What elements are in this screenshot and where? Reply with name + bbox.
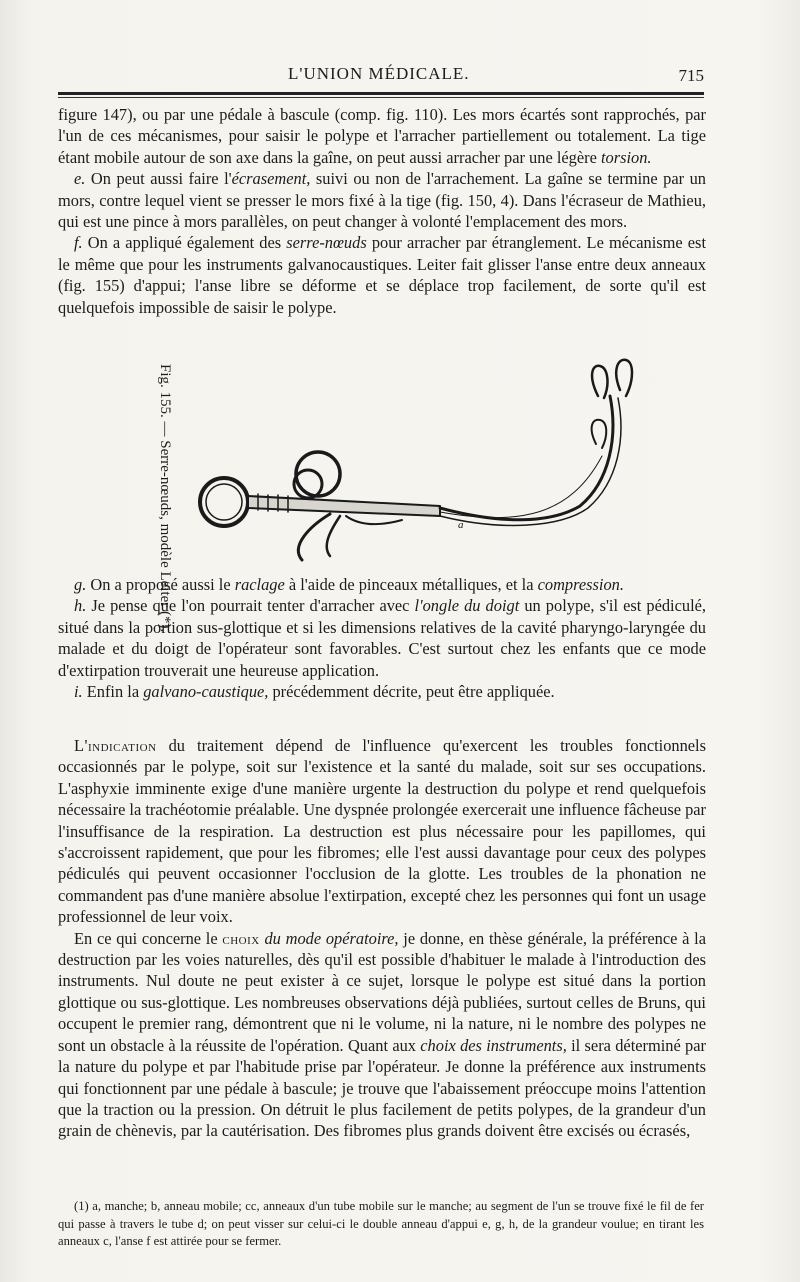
footnote [58,1198,704,1251]
page-number: 715 [678,66,704,85]
serre-noeud-drawing [140,356,700,566]
header-rule-thick [58,92,704,95]
paragraph-choix: En ce qui concerne le choix du mode opératoire, je donne, en thèse générale, la préférence à la destruction par les voies naturelles, dès qu'il est possible d'habituer le malade à l'introduction des instruments. Nul doute ne peut exister à ce sujet, lorsque le polype est situé dans la portion glottique ou sus-glottique. Les nombreuses observations déjà publiées, surtout celles de Bruns, qui occupent le premier rang, démontrent que ni le volume, ni la nature, ni le nombre des polypes ne sont un obstacle à la réussite de l'opération. Quant aux choix des instruments, il sera déterminé par la nature du polype et par l'habitude prise par l'opérateur. Je donne la préférence aux instruments qui fonctionnent par une pédale à bascule; je trouve que l'abaissement préoccupe moins l'attention que la traction ou la pression. On détruit le plus facilement de petits polypes, de la grandeur d'un grain de chènevis, par la cautérisation. Des fibromes plus grands doivent être excisés ou écrasés, [58,928,707,1141]
paragraph-f: f. On a appliqué également des serre-nœuds pour arracher par étranglement. Le mécanisme est le même que pour les instruments galvanocaustiques. Leiter fait glisser l'anse entre deux anneaux (fig. 155) d'appui; l'anse libre se déforme et se déplace trop facilement, de sorte qu'il est quelquefois impossible de saisir le polype. [58,233,706,317]
text-block-middle [58,574,706,702]
footnote-text: (1) a, manche; b, anneau mobile; cc, anneaux d'un tube mobile sur le manche; au segment de l'un se trouve fixé le fil de fer qui passe à travers le tube d; on peut visser sur celui-ci le double anneau d'appui e, g, h, de la grandeur voulue; en tirant les anneaux c, l'anse f est attirée pour se fermer. [58,1199,704,1248]
text-block-top [58,104,706,318]
running-title: L'UNION MÉDICALE. [288,64,470,83]
text-block-bottom [58,735,706,1142]
paragraph-h: h. Je pense que l'on pourrait tenter d'arracher avec l'ongle du doigt un polype, s'il est pédiculé, situé dans la portion sus-glottique et si les dimensions relatives de la cavité pharyngo-laryngée du malade et du doigt de l'opérateur sont favorables. C'est surtout chez les enfants que ce mode d'extirpation trouverait une heureuse application. [58,596,706,680]
paragraph-e: e. On peut aussi faire l'écrasement, suivi ou non de l'arrachement. La gaîne se termine par un mors, contre lequel vient se presser le mors fixé à la tige (fig. 150, 4). Dans l'écraseur de Mathieu, qui est une pince à mors parallèles, on peut changer à volonté l'emplacement des mors. [58,169,706,232]
paragraph-continuation: figure 147), ou par une pédale à bascule (comp. fig. 110). Les mors écartés sont rapprochés, par l'un de ces mécanismes, pour saisir le polype et l'arracher partiellement ou totalement. La tige étant mobile autour de son axe dans la gaîne, on peut aussi arracher par une légère torsion. [58,105,706,167]
figure-serre-noeud-illustration [140,356,700,566]
header-rule-thin [58,97,704,98]
paragraph-g: g. On a proposé aussi le raclage à l'aide de pinceaux métalliques, et la compression. [74,575,624,594]
paragraph-i: i. Enfin la galvano-caustique, précédemment décrite, peut être appliquée. [74,682,555,702]
page-header [58,60,704,90]
figure-label-a: a [458,519,464,531]
figure-caption: Fig. 155. — Serre-nœuds, modèle Leiter (*). [157,364,173,633]
paragraph-indication: L'indication du traitement dépend de l'influence qu'exercent les troubles fonctionnels occasionnés par le polype, soit sur l'existence et la santé du malade, soit sur ses occupations. L'asphyxie imminente exige d'une manière urgente la destruction du polype et rend quelquefois nécessaire la trachéotomie préalable. Une dyspnée prolongée exercerait une influence fâcheuse par l'insuffisance de la respiration. La destruction est plus nécessaire pour les papillomes, qui s'accroissent rapidement, que pour les fibromes; elle l'est aussi davantage pour ceux des polypes pédiculés qui peuvent occasionner l'occlusion de la glotte. Les troubles de la phonation ne commandent pas d'une manière absolue l'extirpation, excepté chez les personnes qui font un usage professionnel de leur voix. [58,736,706,927]
